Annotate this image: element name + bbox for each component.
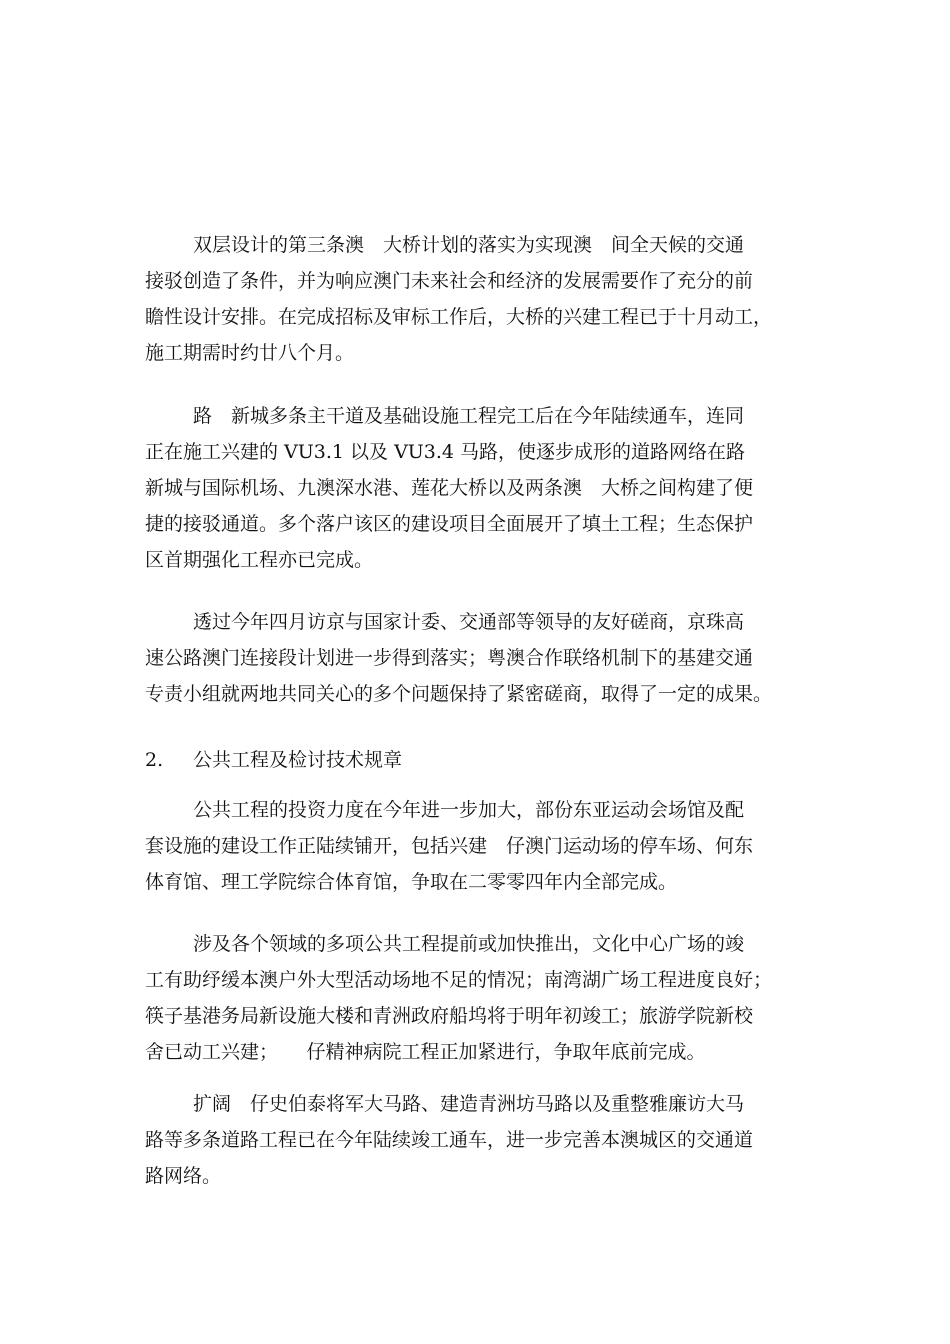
paragraph-line: 接驳创造了条件，并为响应澳门未来社会和经济的发展需要作了充分的前 bbox=[145, 270, 754, 292]
paragraph-line: 施工期需时约廿八个月。 bbox=[145, 342, 355, 364]
paragraph-line: 双层设计的第三条澳 大桥计划的落实为实现澳 间全天候的交通 bbox=[193, 234, 745, 256]
paragraph-line: 扩阔 仔史伯泰将军大马路、建造青洲坊马路以及重整雅廉访大马 bbox=[193, 1093, 745, 1115]
paragraph-line: 路 新城多条主干道及基础设施工程完工后在今年陆续通车，连同 bbox=[193, 405, 745, 427]
paragraph-4 bbox=[145, 792, 815, 900]
paragraph-line: 专责小组就两地共同关心的多个问题保持了紧密磋商，取得了一定的成果。 bbox=[145, 683, 773, 705]
paragraph-line: 工有助纾缓本澳户外大型活动场地不足的情况；南湾湖广场工程进度良好； bbox=[145, 969, 773, 991]
paragraph-line: 瞻性设计安排。在完成招标及审标工作后，大桥的兴建工程已于十月动工， bbox=[145, 306, 773, 328]
paragraph-line: 体育馆、理工学院综合体育馆，争取在二零零四年内全部完成。 bbox=[145, 871, 678, 893]
paragraph-line: 舍已动工兴建； 仔精神病院工程正加紧进行，争取年底前完成。 bbox=[145, 1041, 706, 1063]
section-number: 2. bbox=[145, 749, 164, 771]
paragraph-line: 区首期强化工程亦已完成。 bbox=[145, 549, 374, 571]
paragraph-line: 新城与国际机场、九澳深水港、莲花大桥以及两条澳 大桥之间构建了便 bbox=[145, 477, 754, 499]
paragraph-2 bbox=[145, 398, 815, 578]
paragraph-line: 正在施工兴建的 VU3.1 以及 VU3.4 马路，使逐步成形的道路网络在路 bbox=[145, 441, 746, 463]
section-heading bbox=[145, 742, 815, 778]
section-title: 公共工程及检讨技术规章 bbox=[193, 749, 403, 771]
paragraph-6 bbox=[145, 1086, 815, 1194]
paragraph-line: 捷的接驳通道。多个落户该区的建设项目全面展开了填土工程；生态保护 bbox=[145, 513, 754, 535]
paragraph-5 bbox=[145, 926, 815, 1070]
paragraph-line: 套设施的建设工作正陆续铺开，包括兴建 仔澳门运动场的停车场、何东 bbox=[145, 835, 754, 857]
paragraph-line: 路等多条道路工程已在今年陆续竣工通车，进一步完善本澳城区的交通道 bbox=[145, 1129, 754, 1151]
paragraph-line: 涉及各个领域的多项公共工程提前或加快推出，文化中心广场的竣 bbox=[193, 933, 745, 955]
paragraph-line: 路网络。 bbox=[145, 1165, 222, 1187]
paragraph-line: 筷子基港务局新设施大楼和青洲政府船坞将于明年初竣工；旅游学院新校 bbox=[145, 1005, 754, 1027]
paragraph-3 bbox=[145, 604, 815, 712]
paragraph-line: 速公路澳门连接段计划进一步得到落实；粤澳合作联络机制下的基建交通 bbox=[145, 647, 754, 669]
paragraph-line: 透过今年四月访京与国家计委、交通部等领导的友好磋商，京珠高 bbox=[193, 611, 745, 633]
paragraph-line: 公共工程的投资力度在今年进一步加大，部份东亚运动会场馆及配 bbox=[193, 799, 745, 821]
paragraph-1 bbox=[145, 227, 815, 371]
